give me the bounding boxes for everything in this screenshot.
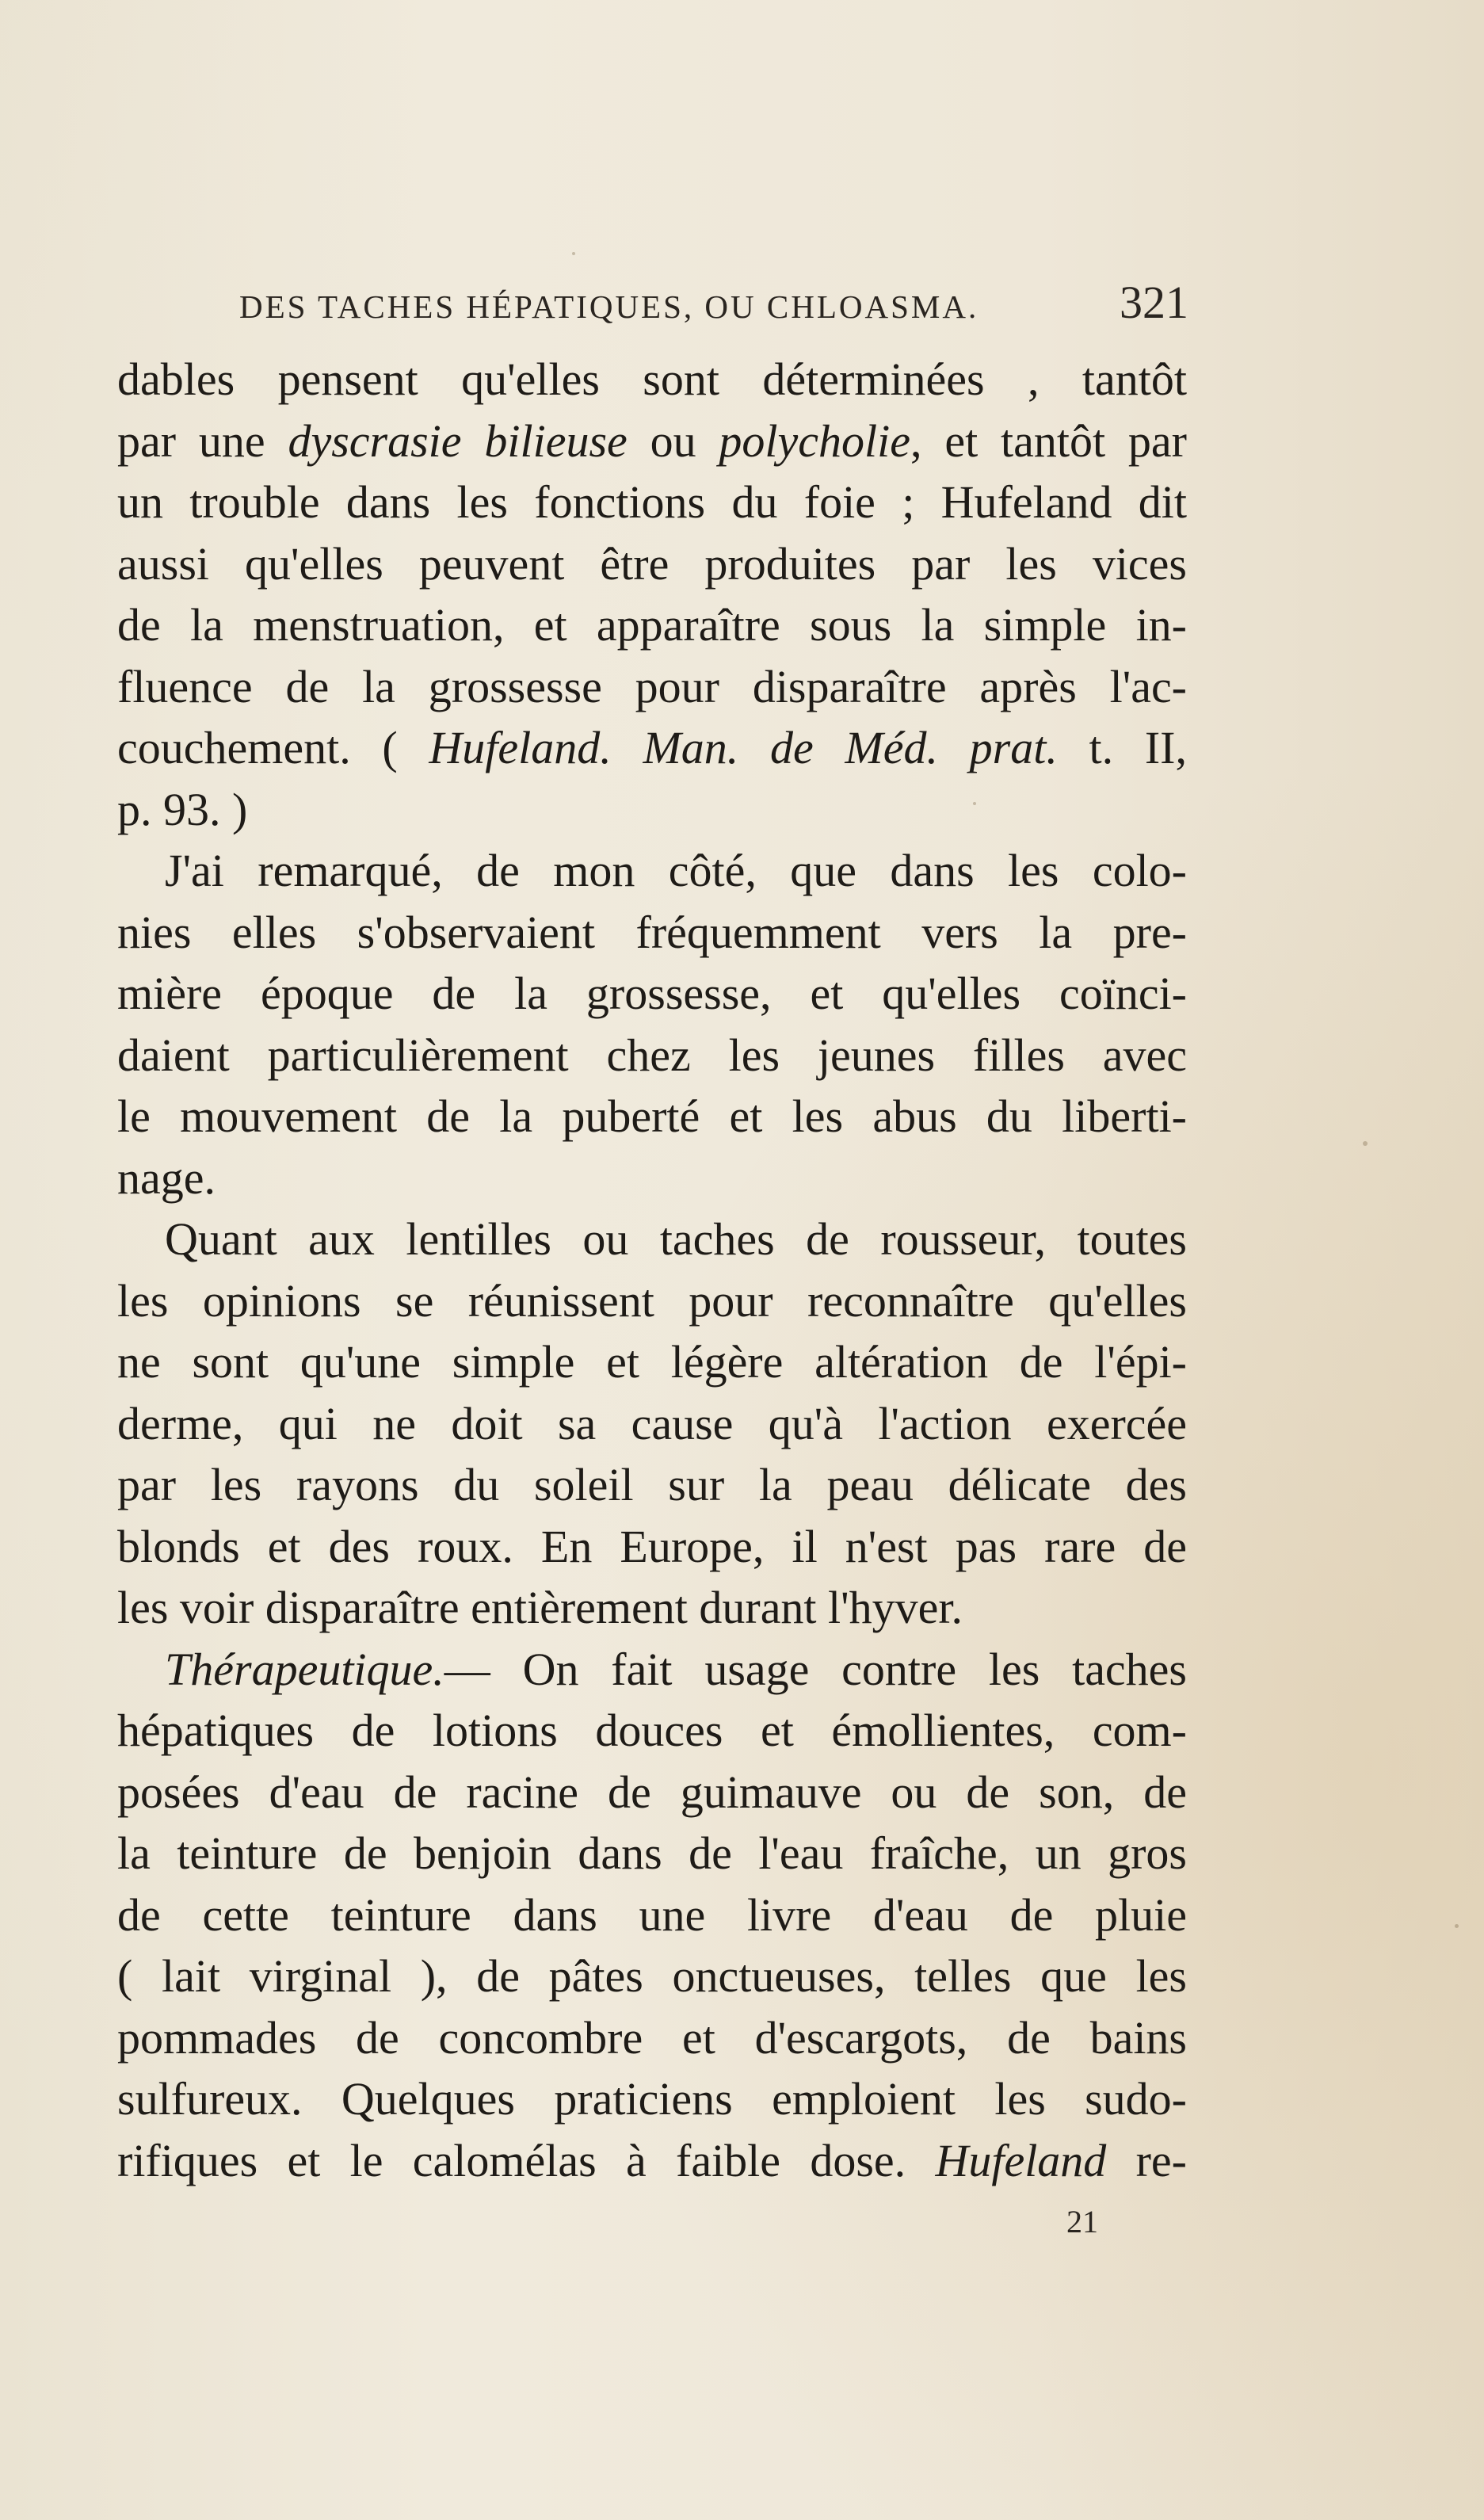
running-head: DES TACHES HÉPATIQUES, OU CHLOASMA. xyxy=(239,288,979,325)
text-line: p. 93. ) xyxy=(117,783,248,835)
text-line: dables pensent qu'elles sont déterminées , tantôt xyxy=(117,353,1187,405)
text-line: nies elles s'observaient fréquemment vers la pre- xyxy=(117,906,1187,958)
text-line: hépatiques de lotions douces et émollientes, com- xyxy=(117,1705,1187,1756)
text-line: ( lait virginal ), de pâtes onctueuses, telles que les xyxy=(117,1950,1187,2002)
text-line: fluence de la grossesse pour disparaître après l'ac- xyxy=(117,660,1187,712)
paper-speck xyxy=(572,252,575,255)
text-line: la teinture de benjoin dans de l'eau fraîche, un gros xyxy=(117,1827,1187,1879)
text-line: couchement. ( Hufeland. Man. de Méd. prat. t. II, xyxy=(117,722,1187,773)
text-line: les voir disparaître entièrement durant l'hyver. xyxy=(117,1582,963,1633)
text-line: de cette teinture dans une livre d'eau de pluie xyxy=(117,1888,1187,1941)
paper-speck xyxy=(1363,1141,1368,1146)
text-line: nage. xyxy=(117,1151,216,1204)
text-line: J'ai remarqué, de mon côté, que dans les colo- xyxy=(165,845,1187,896)
paper-speck xyxy=(973,802,976,805)
text-line: rifiques et le calomélas à faible dose. Hufeland re- xyxy=(117,2134,1187,2186)
text-line: pommades de concombre et d'escargots, de bains xyxy=(117,2011,1187,2064)
text-line: par une dyscrasie bilieuse ou polycholie, et tantôt par xyxy=(117,414,1187,467)
body-text xyxy=(117,349,1187,2191)
text-line: de la menstruation, et apparaître sous la simple in- xyxy=(117,599,1187,651)
page-number: 321 xyxy=(1120,277,1188,328)
text-line: derme, qui ne doit sa cause qu'à l'action exercée xyxy=(117,1397,1187,1449)
text-line: Quant aux lentilles ou taches de rousseur, toutes xyxy=(165,1213,1187,1265)
text-line: les opinions se réunissent pour reconnaître qu'elles xyxy=(117,1274,1187,1327)
text-line: par les rayons du soleil sur la peau délicate des xyxy=(117,1459,1187,1510)
text-line: sulfureux. Quelques praticiens emploient les sudo- xyxy=(117,2073,1187,2125)
text-line: blonds et des roux. En Europe, il n'est pas rare de xyxy=(117,1520,1187,1572)
text-line: Thérapeutique.— On fait usage contre les taches xyxy=(165,1643,1187,1695)
text-line: le mouvement de la puberté et les abus du liberti- xyxy=(117,1090,1187,1142)
text-line: un trouble dans les fonctions du foie ; Hufeland dit xyxy=(117,476,1187,528)
page-header xyxy=(239,276,1188,331)
text-line: mière époque de la grossesse, et qu'elles coïnci- xyxy=(117,968,1187,1019)
text-line: posées d'eau de racine de guimauve ou de son, de xyxy=(117,1766,1187,1818)
text-line: daient particulièrement chez les jeunes filles avec xyxy=(117,1029,1187,1081)
text-line: ne sont qu'une simple et légère altération de l'épi- xyxy=(117,1336,1187,1388)
signature-mark: 21 xyxy=(1066,2204,1098,2239)
paper-speck xyxy=(1455,1924,1459,1928)
text-line: aussi qu'elles peuvent être produites par les vices xyxy=(117,537,1187,590)
